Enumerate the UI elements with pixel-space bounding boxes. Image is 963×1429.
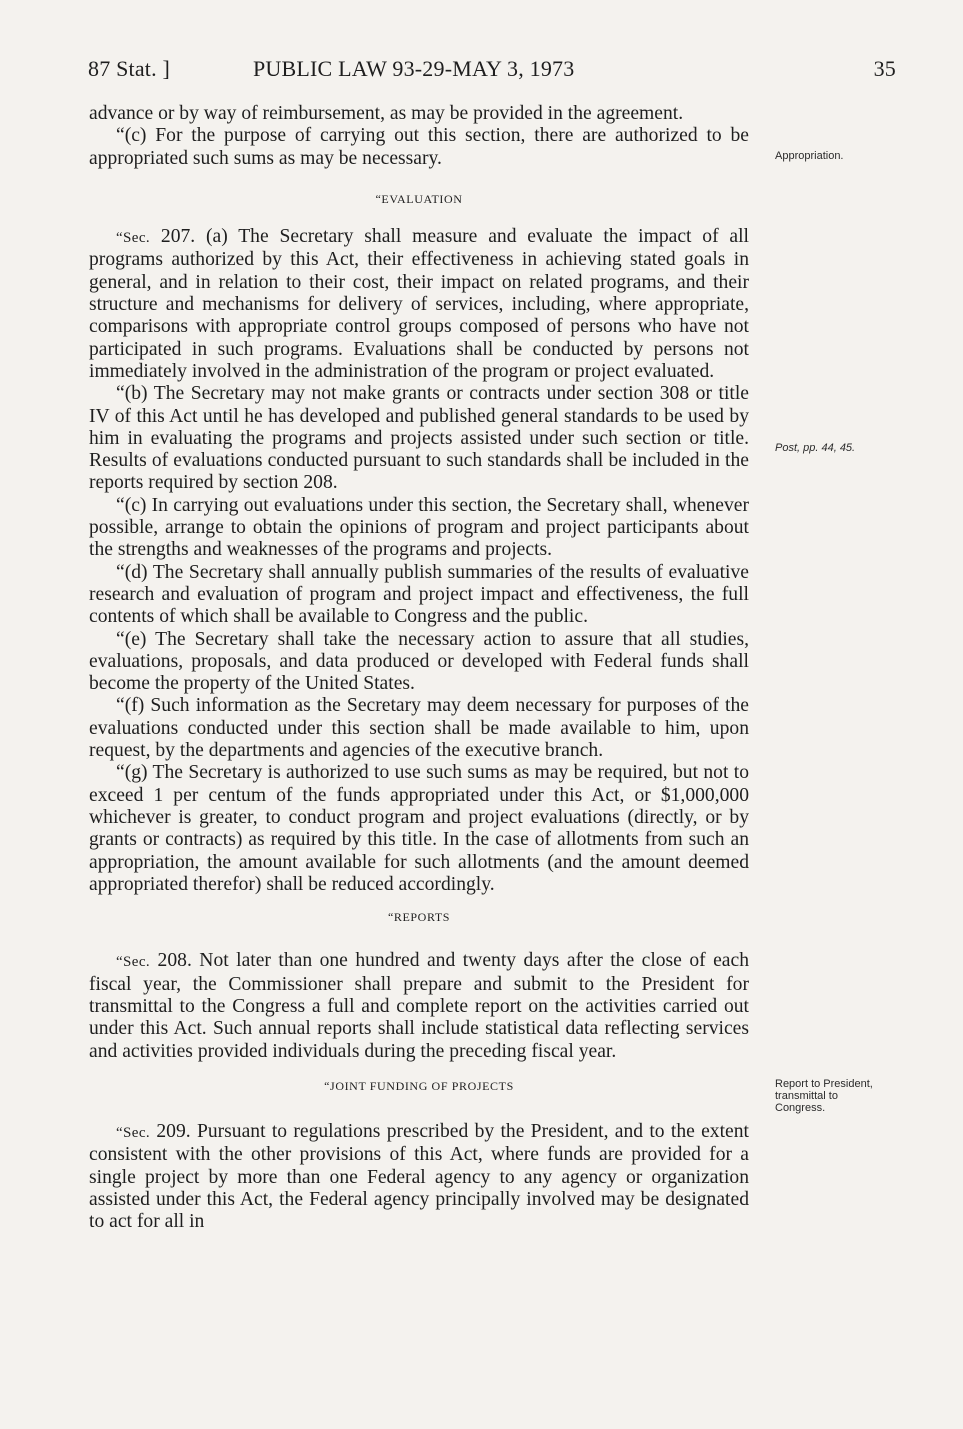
body-text — [89, 103, 749, 1234]
heading-joint-funding: “JOINT FUNDING OF PROJECTS — [324, 1078, 514, 1093]
paragraph-208-text: 208. Not later than one hundred and twenty days after the close of each fiscal year, the Commissioner shall prepare and submit to the President for transmittal to the Congress a full and complete report on the activities carried out under this Act. Such annual reports shall include statistical data reflecting services and activities provided individuals during the preceding fiscal year. — [89, 950, 749, 1062]
heading-evaluation: “EVALUATION — [375, 191, 463, 206]
paragraph-207c: “(c) In carrying out evaluations under this section, the Secretary shall, whenever possible, arrange to obtain the opinions of program and project participants about the strengths and weaknesses of the programs and projects. — [89, 494, 749, 561]
margin-note-appropriation: Appropriation. — [775, 150, 844, 162]
paragraph-advance: advance or by way of reimbursement, as may be provided in the agreement. — [89, 103, 684, 124]
section-label: “Sec. — [116, 954, 151, 971]
section-label: “Sec. — [116, 1125, 151, 1142]
section-label: “Sec. — [116, 230, 151, 247]
paragraph-207g: “(g) The Secretary is authorized to use such sums as may be required, but not to exceed 1 per centum of the funds appropriated under this Act, or $1,000,000 whichever is greater, to conduct program and project evaluations (directly, or by grants or contracts) as required by this title. In the case of allotments from such an appropriation, the amount available for such allotments (and the amount deemed appropriated therefor) shall be reduced accordingly. — [89, 762, 749, 895]
paragraph-209 — [89, 1121, 749, 1233]
page-number: 35 — [873, 56, 896, 81]
paragraph-208 — [89, 950, 749, 1062]
paragraph-207a — [89, 226, 749, 383]
statute-reference: 87 Stat. ] — [88, 56, 171, 81]
paragraph-209-text: 209. Pursuant to regulations prescribed by the President, and to the extent consistent with the other provisions of this Act, where funds are provided for a single project by more than one Federal agency to any agency or organization assisted under this Act, the Federal agency principally involved may be designated to act for all in — [89, 1121, 749, 1233]
margin-note-report: Report to President, transmittal to Congress. — [775, 1078, 873, 1114]
paragraph-207e: “(e) The Secretary shall take the necessary action to assure that all studies, evaluations, proposals, and data produced or developed with Federal funds shall become the property of the United States. — [89, 628, 749, 695]
margin-note-post: Post, pp. 44, 45. — [775, 442, 856, 454]
paragraph-206c: “(c) For the purpose of carrying out this section, there are authorized to be appropriated such sums as may be necessary. — [89, 125, 749, 169]
paragraph-207d: “(d) The Secretary shall annually publish summaries of the results of evaluative research and evaluation of program and project impact and effectiveness, the full contents of which shall be available to Congress and the public. — [89, 561, 749, 628]
paragraph-207b: “(b) The Secretary may not make grants or contracts under section 308 or title IV of this Act until he has developed and published general standards to be used by him in evaluating the programs and projects assisted under such section or title. Results of evaluations conducted pursuant to such standards shall be included in the reports required by section 208. — [89, 383, 749, 494]
page-title: PUBLIC LAW 93-29-MAY 3, 1973 — [253, 56, 575, 81]
paragraph-207a-text: 207. (a) The Secretary shall measure and evaluate the impact of all programs authorized by this Act, their effectiveness in achieving stated goals in general, and in relation to their cost, their impact on related programs, and their structure and mechanisms for delivery of services, including, where appropriate, comparisons with appropriate control groups composed of persons who have not participated in such programs. Evaluations shall be conducted by persons not immediately involved in the administration of the program or project evaluated. — [89, 226, 749, 382]
running-header — [88, 56, 896, 86]
heading-reports: “REPORTS — [387, 910, 451, 925]
paragraph-207f: “(f) Such information as the Secretary may deem necessary for purposes of the evaluations conducted under this section shall be made available to him, upon request, by the departments and agencies of the executive branch. — [89, 695, 749, 762]
